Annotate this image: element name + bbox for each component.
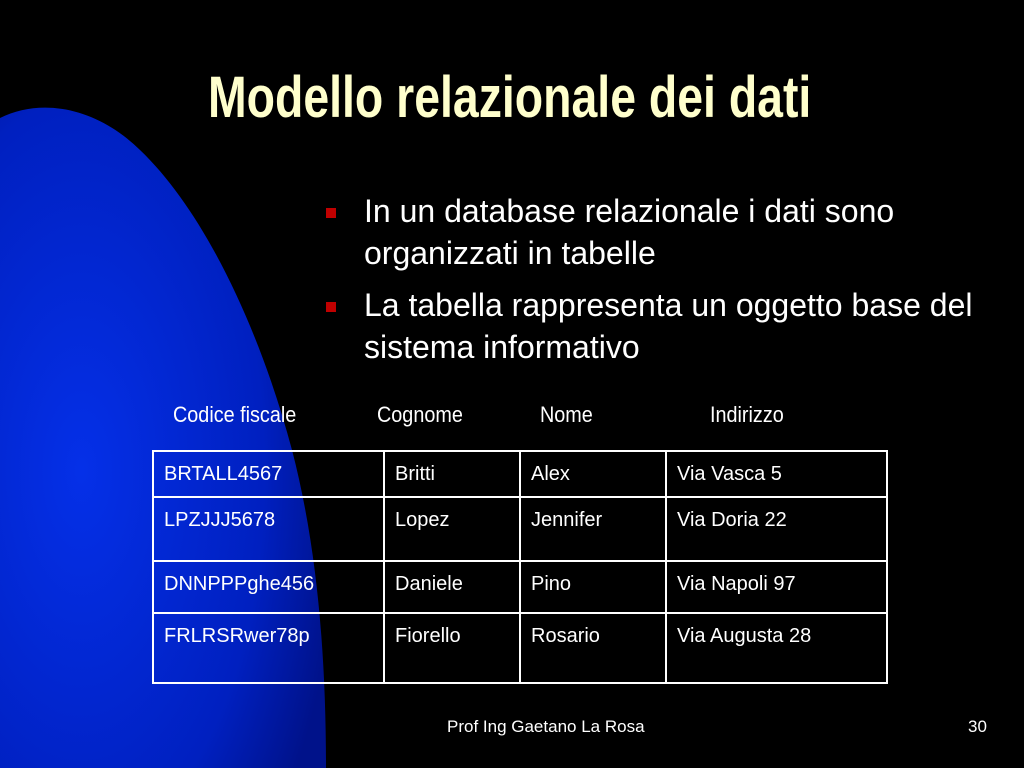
table-cell: LPZJJJ5678 bbox=[153, 497, 384, 561]
table-cell: Via Napoli 97 bbox=[666, 561, 887, 613]
column-header-indirizzo: Indirizzo bbox=[710, 402, 784, 427]
bullet-list bbox=[326, 190, 1006, 378]
table-row bbox=[153, 497, 887, 561]
square-bullet-icon bbox=[326, 208, 336, 218]
table-cell: Daniele bbox=[384, 561, 520, 613]
square-bullet-icon bbox=[326, 302, 336, 312]
column-header-nome: Nome bbox=[540, 402, 593, 427]
table-cell: Alex bbox=[520, 451, 666, 497]
data-table bbox=[152, 450, 888, 684]
table-cell: BRTALL4567 bbox=[153, 451, 384, 497]
page-number: 30 bbox=[968, 717, 987, 736]
column-header-cognome: Cognome bbox=[377, 402, 463, 427]
table-cell: Via Augusta 28 bbox=[666, 613, 887, 683]
bullet-item bbox=[326, 284, 1006, 368]
table-cell: Rosario bbox=[520, 613, 666, 683]
table-cell: Jennifer bbox=[520, 497, 666, 561]
column-header-codice-fiscale: Codice fiscale bbox=[173, 402, 297, 427]
table-cell: Fiorello bbox=[384, 613, 520, 683]
table-cell: Pino bbox=[520, 561, 666, 613]
table-cell: Via Vasca 5 bbox=[666, 451, 887, 497]
table-cell: FRLRSRwer78p bbox=[153, 613, 384, 683]
table-row bbox=[153, 561, 887, 613]
table-cell: Lopez bbox=[384, 497, 520, 561]
table-cell: DNNPPPghe456 bbox=[153, 561, 384, 613]
table-cell: Via Doria 22 bbox=[666, 497, 887, 561]
table-row bbox=[153, 451, 887, 497]
footer-author: Prof Ing Gaetano La Rosa bbox=[447, 717, 645, 736]
table-row bbox=[153, 613, 887, 683]
table-cell: Britti bbox=[384, 451, 520, 497]
slide-title: Modello relazionale dei dati bbox=[208, 65, 812, 130]
bullet-item bbox=[326, 190, 1006, 274]
bullet-text: La tabella rappresenta un oggetto base del sistema informativo bbox=[364, 287, 973, 365]
bullet-text: In un database relazionale i dati sono organizzati in tabelle bbox=[364, 193, 895, 271]
